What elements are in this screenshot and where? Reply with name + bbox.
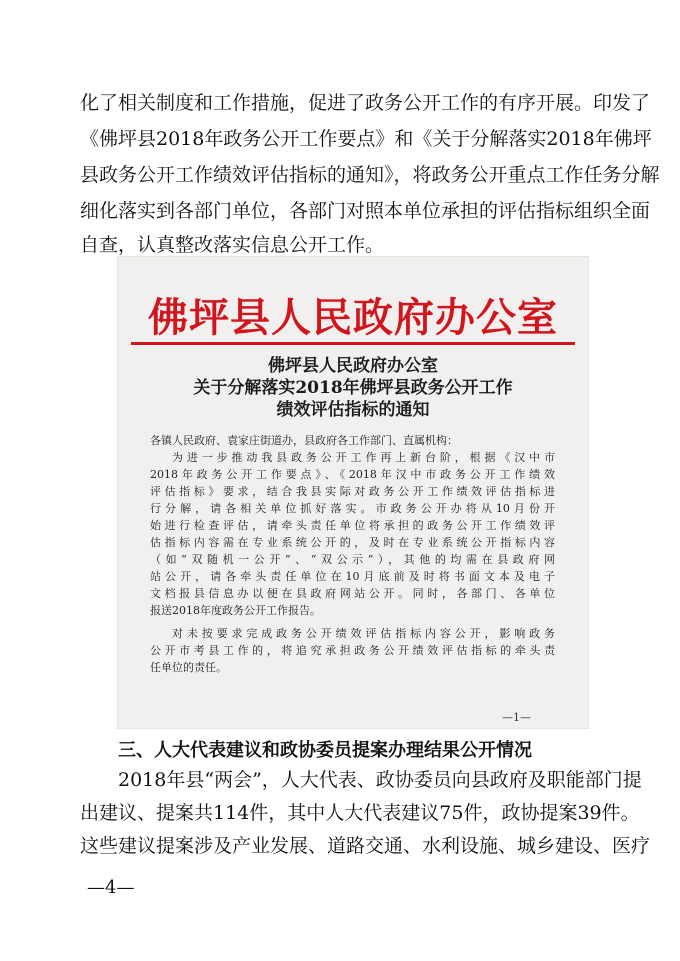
page-number: —4— xyxy=(87,877,135,898)
section-line: 出建议、提案共114件，其中人大代表建议75件，政协提案39件。 xyxy=(80,802,640,824)
notice-body-line: 评估指标》要求，结合我县实际对政务公开工作绩效评估指标进 xyxy=(150,485,555,498)
notice-title-line: 佛坪县人民政府办公室 xyxy=(268,356,438,376)
notice-page-mark: —1— xyxy=(502,711,531,724)
letterhead-red-rule xyxy=(131,342,575,345)
notice-body-line: 行分解，请各相关单位抓好落实。市政务公开办将从10月份开 xyxy=(150,502,555,515)
notice-title-line: 绩效评估指标的通知 xyxy=(276,400,430,420)
section-line: 2018年县“两会”，人大代表、政协委员向县政府及职能部门提 xyxy=(118,769,642,791)
section-heading: 三、人大代表建议和政协委员提案办理结果公开情况 xyxy=(118,740,532,761)
notice-addressee: 各镇人民政府、袁家庄街道办，县政府各工作部门、直属机构： xyxy=(150,434,458,447)
notice-body-line: 对未按要求完成政务公开绩效评估指标内容公开，影响政务 xyxy=(172,627,555,640)
intro-line: 县政务公开工作绩效评估指标的通知》，将政务公开重点工作任务分解 xyxy=(80,164,660,186)
notice-body-line: 公开市考县工作的，将追究承担政务公开绩效评估指标的牵头责 xyxy=(150,644,555,657)
intro-line: 细化落实到各部门单位，各部门对照本单位承担的评估指标组织全面 xyxy=(80,200,651,222)
intro-line: 自查，认真整改落实信息公开工作。 xyxy=(80,234,385,256)
intro-line: 《佛坪县2018年政务公开工作要点》和《关于分解落实2018年佛坪 xyxy=(80,128,652,150)
document-photo xyxy=(117,256,589,729)
notice-title-line: 关于分解落实2018年佛坪县政务公开工作 xyxy=(193,378,513,398)
notice-body-line: （如“双随机一公开”、“双公示”），其他的均需在县政府网 xyxy=(150,553,555,566)
notice-body-line: 文档报县信息办以便在县政府网站公开。同时，各部门、各单位 xyxy=(150,587,555,600)
notice-body-line: 为进一步推动我县政务公开工作再上新台阶，根据《汉中市 xyxy=(172,451,555,464)
section-line: 这些建议提案涉及产业发展、道路交通、水利设施、城乡建设、医疗 xyxy=(80,835,651,857)
notice-body-line: 报送2018年度政务公开工作报告。 xyxy=(150,604,321,617)
notice-body-line: 估指标内容需在专业系统公开的，及时在专业系统公开指标内容 xyxy=(150,536,555,549)
notice-body-line: 站公开，请各牵头责任单位在10月底前及时将书面文本及电子 xyxy=(150,570,555,583)
notice-body-line: 2018年政务公开工作要点》、《2018年汉中市政务公开工作绩效 xyxy=(150,468,555,481)
notice-body-line: 始进行检查评估，请牵头责任单位将承担的政务公开工作绩效评 xyxy=(150,519,555,532)
letterhead: 佛坪县人民政府办公室 xyxy=(148,295,558,341)
notice-body-line: 任单位的责任。 xyxy=(150,661,227,674)
intro-line: 化了相关制度和工作措施，促进了政务公开工作的有序开展。印发了 xyxy=(80,92,651,114)
